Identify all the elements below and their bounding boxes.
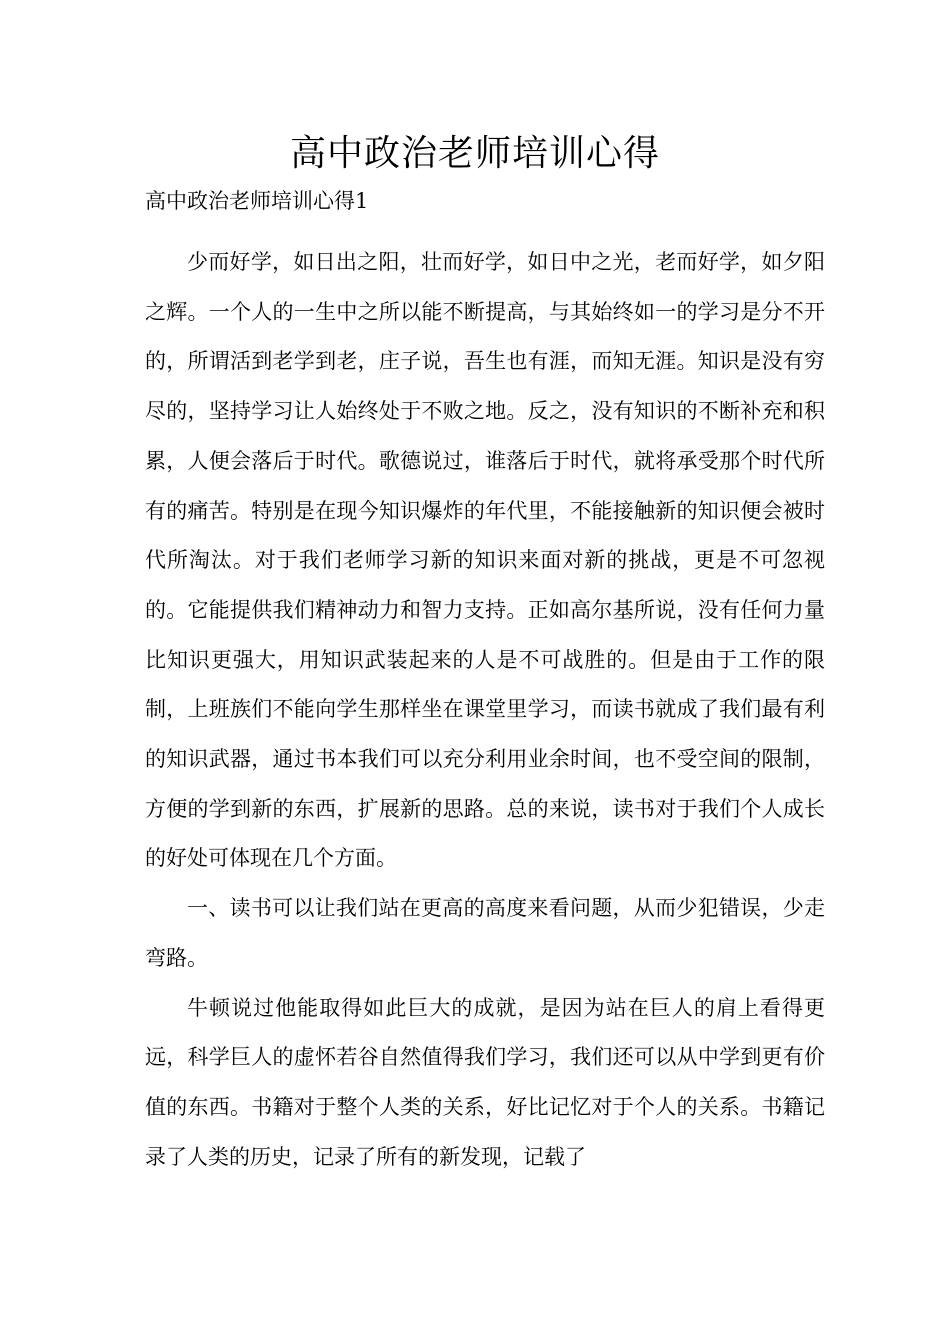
- paragraph-2: 一、读书可以让我们站在更高的高度来看问题，从而少犯错误，少走弯路。: [145, 896, 825, 970]
- document-title: 高中政治老师培训心得: [289, 133, 660, 174]
- paragraph-3: 牛顿说过他能取得如此巨大的成就，是因为站在巨人的肩上看得更远，科学巨人的虚怀若谷自然值得我们学习，我们还可以从中学到更有价值的东西。书籍对于整个人类的关系，好比记忆对于个人的关系。书籍记录了人类的历史，记录了所有的新发现，记载了: [145, 995, 825, 1169]
- document-body: [145, 238, 825, 1182]
- paragraph-1: 少而好学，如日出之阳，壮而好学，如日中之光，老而好学，如夕阳之辉。一个人的一生中之所以能不断提高，与其始终如一的学习是分不开的，所谓活到老学到老，庄子说，吾生也有涯，而知无涯。知识是没有穷尽的，坚持学习让人始终处于不败之地。反之，没有知识的不断补充和积累，人便会落后于时代。歌德说过，谁落后于时代，就将承受那个时代所有的痛苦。特别是在现今知识爆炸的年代里，不能接触新的知识便会被时代所淘汰。对于我们老师学习新的知识来面对新的挑战，更是不可忽视的。它能提供我们精神动力和智力支持。正如高尔基所说，没有任何力量比知识更强大，用知识武装起来的人是不可战胜的。但是由于工作的限制，上班族们不能向学生那样坐在课堂里学习，而读书就成了我们最有利的知识武器，通过书本我们可以充分利用业余时间，也不受空间的限制，方便的学到新的东西，扩展新的思路。总的来说，读书对于我们个人成长的好处可体现在几个方面。: [145, 250, 825, 871]
- document-subtitle: 高中政治老师培训心得1: [145, 189, 369, 213]
